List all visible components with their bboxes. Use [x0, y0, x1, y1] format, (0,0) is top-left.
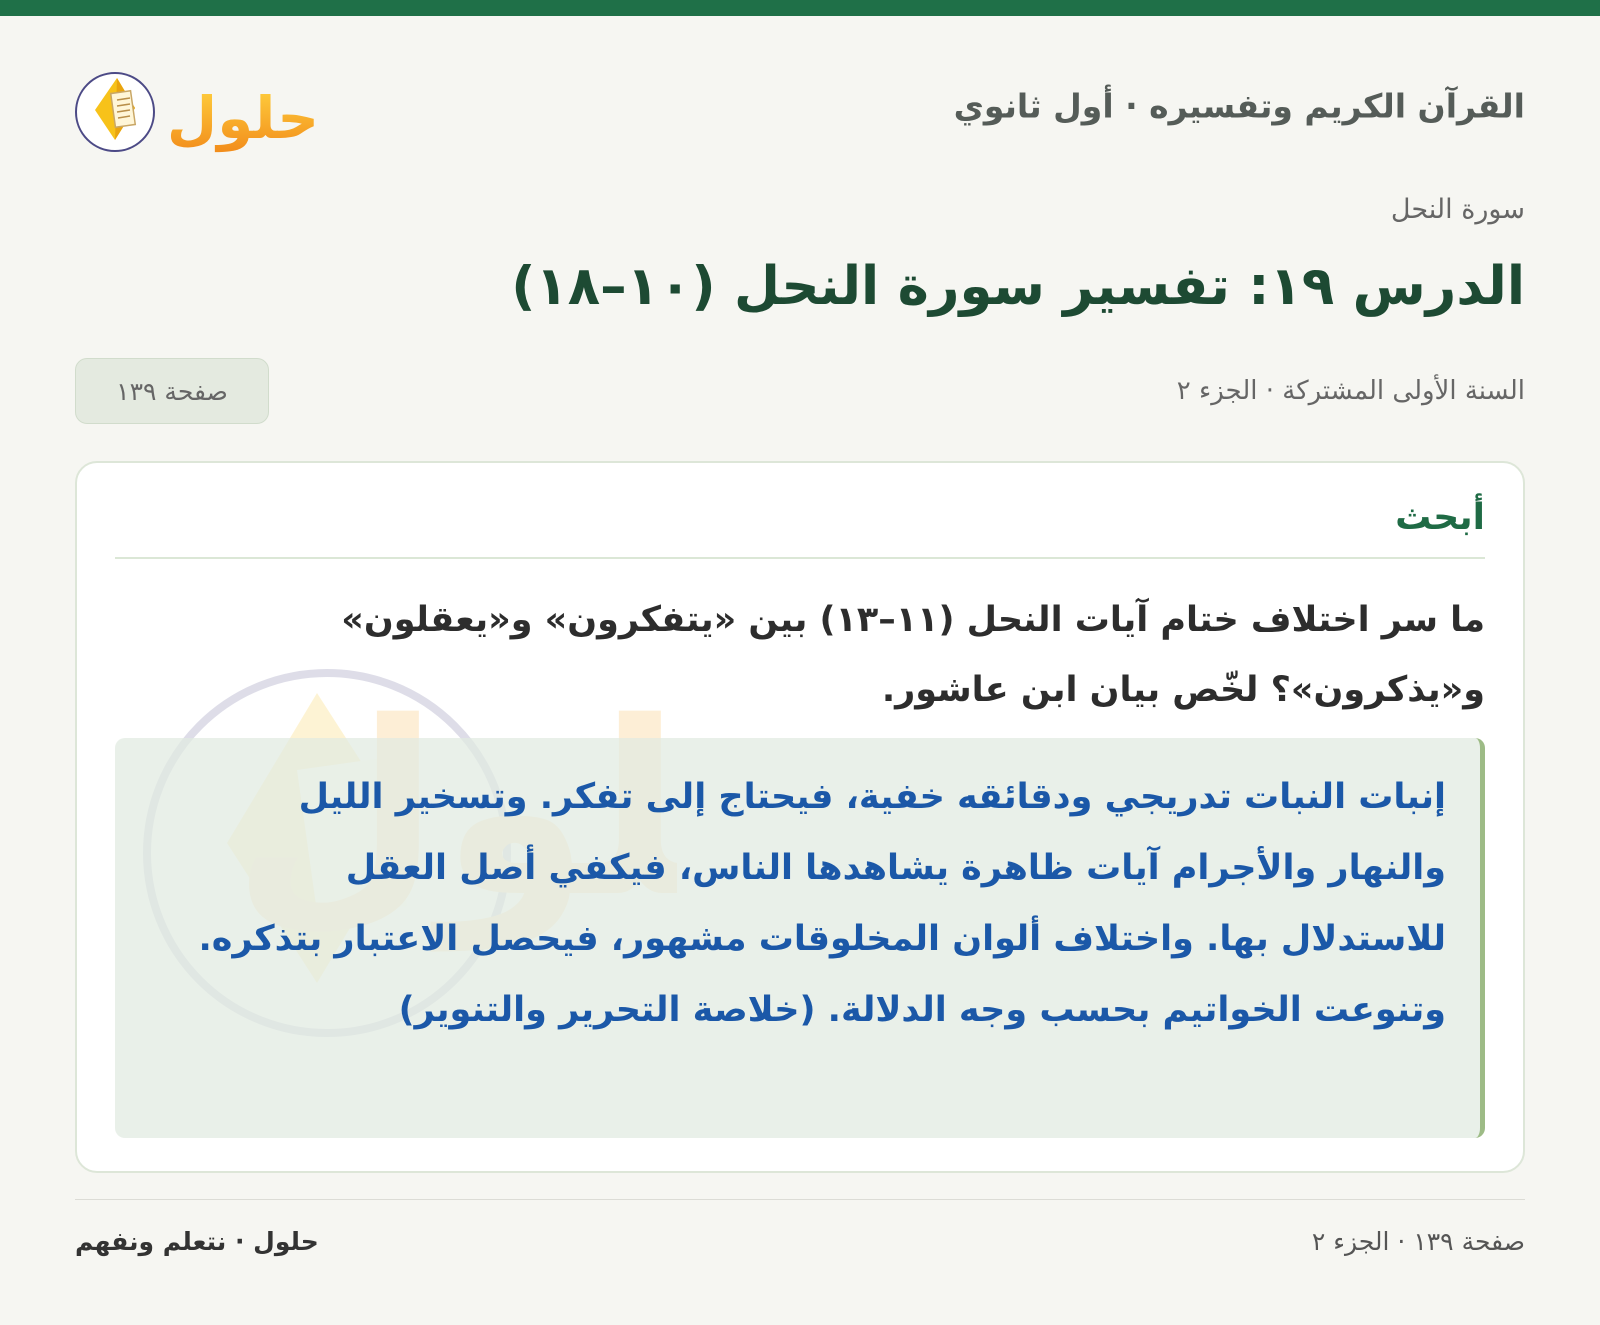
lesson-meta: السنة الأولى المشتركة · الجزء ٢	[1176, 376, 1525, 406]
lesson-meta-row	[75, 358, 1525, 424]
answer-box	[115, 738, 1485, 1138]
page-header	[75, 54, 1525, 164]
book-title: القرآن الكريم وتفسيره · أول ثانوي	[953, 86, 1525, 126]
page-badge: صفحة ١٣٩	[75, 358, 269, 424]
research-card	[75, 461, 1525, 1173]
footer-slogan: حلول · نتعلم ونفهم	[75, 1227, 319, 1256]
top-accent-bar	[0, 0, 1600, 16]
answer-text: إنبات النبات تدريجي ودقائقه خفية، فيحتاج إلى تفكر. وتسخير الليل والنهار والأجرام آيات ظاهرة يشاهدها الناس، فيكفي أصل العقل للاستدلال بها. واختلاف ألوان المخلوقات مشهور، فيحصل الاعتبار بتذكره. وتنوعت الخواتيم بحسب وجه الدلالة. (خلاصة التحرير والتنوير)	[198, 777, 1446, 1030]
lesson-title: الدرس ١٩: تفسير سورة النحل (١٠–١٨)	[511, 256, 1525, 317]
question-text: ما سر اختلاف ختام آيات النحل (١١–١٣) بين «يتفكرون» و«يعقلون» و«يذكرون»؟ لخّص بيان ابن عاشور.	[341, 600, 1485, 710]
card-label: أبحث	[1395, 497, 1485, 538]
surah-name: سورة النحل	[1390, 194, 1525, 225]
footer-page-info: صفحة ١٣٩ · الجزء ٢	[1311, 1227, 1525, 1256]
svg-text:حلول: حلول	[166, 84, 320, 152]
page	[75, 16, 1525, 1325]
book-logo-icon	[75, 54, 335, 164]
card-divider	[115, 557, 1485, 559]
footer-divider	[75, 1199, 1525, 1200]
logo[interactable]	[75, 54, 335, 164]
